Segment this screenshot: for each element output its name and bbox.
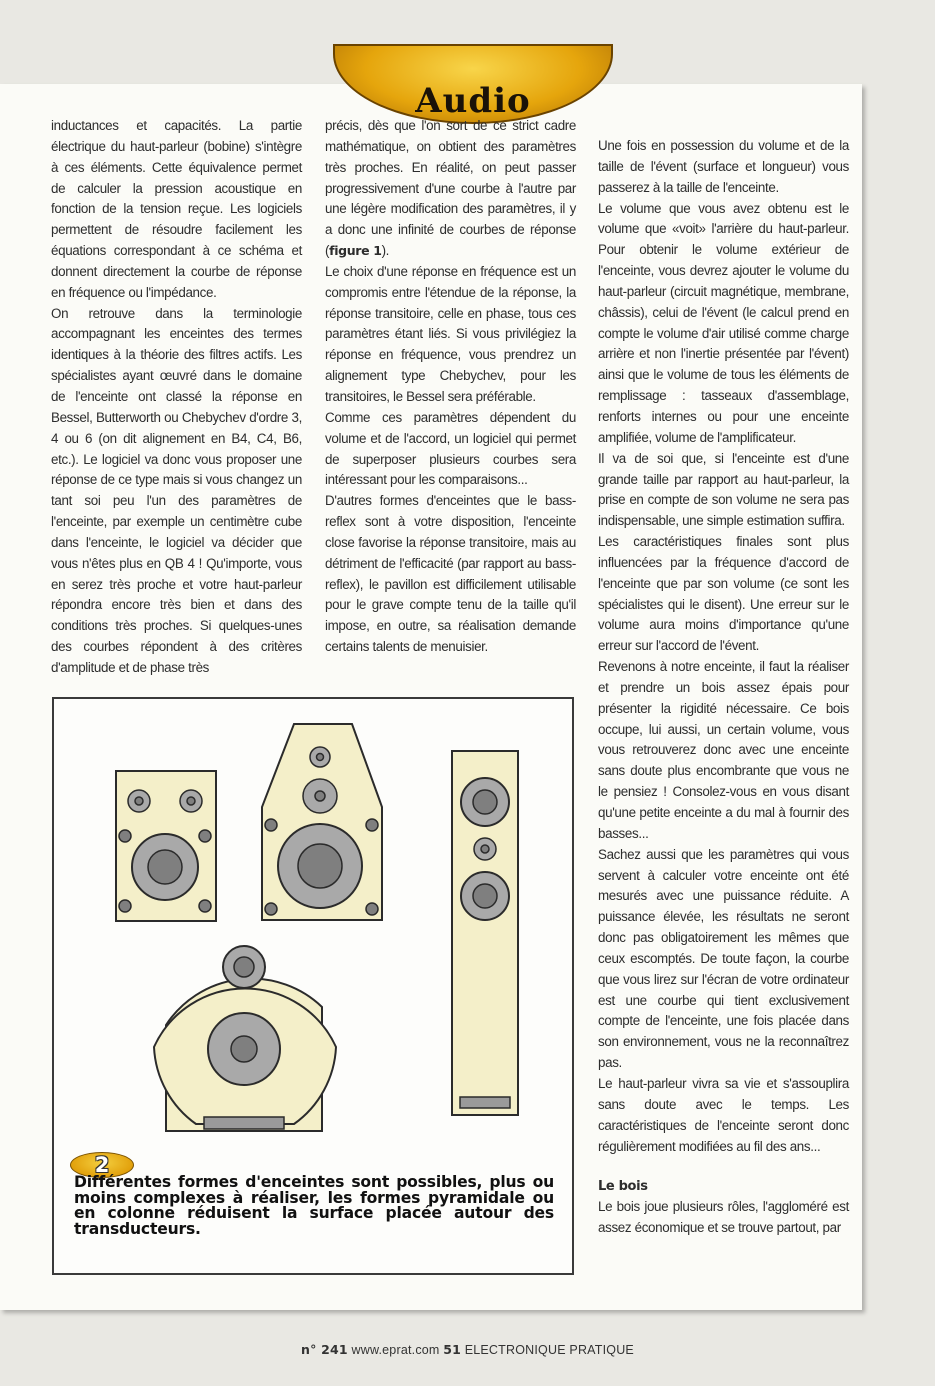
website: www.eprat.com: [351, 1343, 440, 1357]
text-column-3: [598, 136, 849, 1239]
paragraph: Sachez aussi que les paramètres qui vous servent à calculer votre enceinte ont été mesurés avec une puissance réduite. A puissance élevée, les résultats ne seront donc pas obligatoirement les mêmes que ceux escomptés. De toute façon, la courbe que vous lirez sur l'écran de votre ordinateur est une courbe qui tient exclusivement compte de l'enceinte, une fois placée dans son environnement, vous ne la reconnaîtrez pas.: [598, 846, 849, 1071]
text-column-1: [51, 116, 302, 679]
paragraph: Revenons à notre enceinte, il faut la réaliser et prendre un bois assez épais pour présenter la rigidité nécessaire. Ce bois occupe, lui aussi, un certain volume, vous vous retrouverez donc avec une enceinte sans doute plus encombrante que vous ne le pensiez ! Consolez-vous en vous disant qu'une petite enceinte a du mal à fournir des basses...: [598, 659, 849, 841]
paragraph: [325, 116, 576, 262]
paragraph: Comme ces paramètres dépendent du volume et de l'accord, un logiciel qui permet de superposer plusieurs courbes sera intéressant pour les comparaisons...: [325, 409, 576, 488]
page-number: 51: [443, 1342, 462, 1357]
paragraph: Le volume que vous avez obtenu est le volume que «voit» l'arrière du haut-parleur. Pour obtenir le volume extérieur de l'enceinte, vous devrez ajouter le volume du haut-parleur (circuit magnétique, membrane, châssis), celui de l'évent (le calcul prend en compte le volume d'air utilisé comme charge arrière et non l'inertie présentée par l'évent) ainsi que le volume de tous les éléments de remplissage : tasseaux d'assemblage, renforts internes ou pour une enceinte amplifiée, volume de l'amplificateur.: [598, 200, 849, 445]
section-tab: [333, 44, 613, 124]
paragraph-text: précis, dès que l'on sort de ce strict cadre mathématique, on obtient des paramètres très proches. En réalité, on peut passer progressivement d'une courbe à l'autre par une légère modification des paramètres, il y a donc une infinité de courbes de réponse (: [325, 118, 576, 259]
paragraph: inductances et capacités. La partie électrique du haut-parleur (bobine) s'intègre à ces éléments. Cette équivalence permet de calculer la pression acoustique en fonction de la tension reçue. Les logiciels permettent de résoudre facilement les équations correspondant à ce schéma et donnent directement la courbe de réponse en fréquence ou l'impédance.: [51, 118, 302, 300]
paragraph: Les caractéristiques finales sont plus influencées par la fréquence d'accord de l'enceinte que par son volume (ce sont les spécialistes qui le disent). Une erreur sur le volume aura moins d'importance qu'une erreur sur l'accord de l'évent.: [598, 534, 849, 654]
round-speaker: [154, 946, 336, 1131]
text-column-2: [325, 116, 576, 658]
figure-reference: figure 1: [329, 243, 382, 259]
issue-number: n° 241: [301, 1342, 348, 1357]
magazine-name: ELECTRONIQUE PRATIQUE: [464, 1343, 634, 1357]
paragraph: On retrouve dans la terminologie accompagnant les enceintes des termes identiques à la théorie des filtres actifs. Les spécialistes ayant œuvré dans le domaine de l'enceinte ont classé la réponse en Bessel, Butterworth ou Chebychev d'ordre 3, 4 ou 6 (on dit alignement en B4, C4, B6, etc.). Le logiciel va donc vous proposer une réponse de ce type mais si vous changez un tant soi peu l'un des paramètres de l'enceinte, par exemple un centimètre cube dans l'enceinte, le logiciel va décider que vous n'êtes plus en QB 4 ! Qu'importe, vous en serez très proche et votre haut-parleur répondra encore très bien et dans des conditions très proches. Si quelques-unes des courbes répondent à des critères d'amplitude et de phase très: [51, 305, 302, 675]
pyramidal-speaker: [262, 724, 382, 920]
rectangular-speaker: [116, 771, 216, 921]
paragraph: Une fois en possession du volume et de la taille de l'évent (surface et longueur) vous passerez à la taille de l'enceinte.: [598, 138, 849, 195]
paragraph: Il va de soi que, si l'enceinte est d'une grande taille par rapport au haut-parleur, la prise en compte de son volume ne sera pas indispensable, une simple estimation suffira.: [598, 450, 849, 529]
section-title: Audio: [415, 81, 531, 121]
figure-caption: Différentes formes d'enceintes sont possibles, plus ou moins complexes à réaliser, les formes pyramidale ou en colonne réduisent la surface placée autour des transducteurs.: [74, 1173, 554, 1238]
paragraph: D'autres formes d'enceintes que le bass-reflex sont à votre disposition, l'enceinte close favorise la réponse transitoire, mais au détriment de l'efficacité (par rapport au bass-reflex), le pavillon est difficilement utilisable pour le grave compte tenu de la taille qu'il impose, en outre, sa réalisation demande certains talents de menuisier.: [325, 493, 576, 655]
paragraph: Le choix d'une réponse en fréquence est un compromis entre l'étendue de la réponse, la réponse transitoire, celle en phase, tous ces paramètres étant liés. Si vous privilégiez la réponse en fréquence, vous prendrez un alignement type Chebychev, pour les transitoires, le Bessel sera préférable.: [325, 263, 576, 404]
page-footer: [0, 1342, 935, 1357]
paragraph: Le bois joue plusieurs rôles, l'aggloméré est assez économique et se trouve partout, par: [598, 1199, 849, 1236]
paragraph-text: ).: [381, 243, 390, 259]
paragraph: Le haut-parleur vivra sa vie et s'assouplira sans doute avec le temps. Les caractéristiques de l'enceinte seront donc régulièrement modifiées au fil des ans...: [598, 1075, 849, 1154]
subheading: Le bois: [598, 1179, 648, 1195]
figure-number-badge: 2: [70, 1152, 134, 1178]
figure-box: [52, 697, 574, 1275]
column-speaker: [452, 751, 518, 1115]
